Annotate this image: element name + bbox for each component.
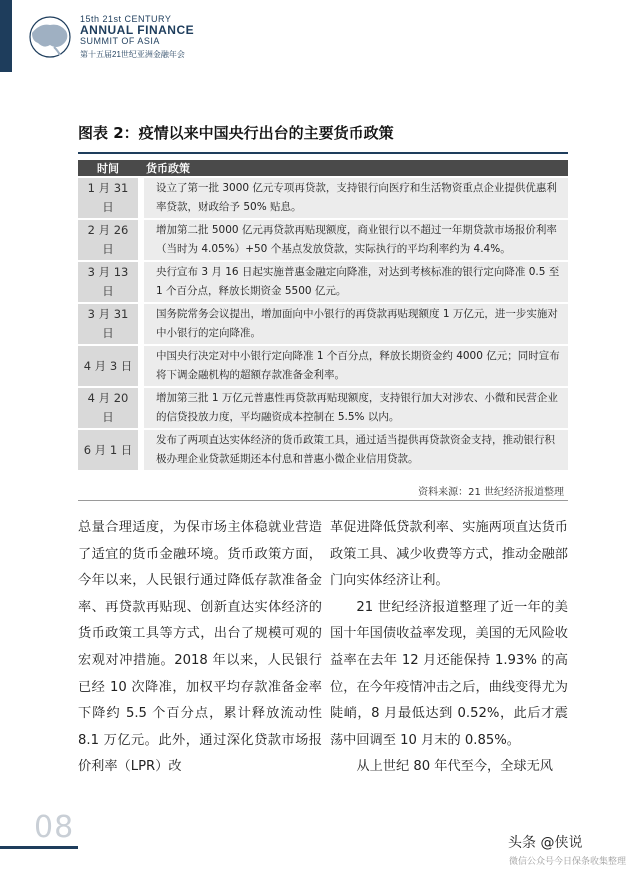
table-row — [78, 178, 568, 218]
body-paragraph: 21 世纪经济报道整理了近一年的美国十年国债收益率发现，美国的无风险收益率在去年 12 月还能保持 1.93% 的高位，在今年疫情冲击之后，曲线变得尤为陡峭，8 月最低达到 0.52%，此后才震荡中回调至 10 月末的 0.85%。 — [330, 599, 568, 748]
table-row — [78, 220, 568, 260]
row-date: 4 月 3 日 — [78, 346, 138, 386]
row-policy: 设立了第一批 3000 亿元专项再贷款，支持银行向医疗和生活物资重点企业提供优惠利率贷款，财政给予 50% 贴息。 — [138, 178, 568, 218]
source-watermark-subtitle: 微信公众号今日保条收集整理 — [508, 857, 626, 867]
table-row — [78, 262, 568, 302]
figure-title-rule — [78, 152, 568, 154]
table-row — [78, 346, 568, 386]
row-policy: 发布了两项直达实体经济的货币政策工具，通过适当提供再贷款资金支持，推动银行积极办理企业贷款延期还本付息和普惠小微企业信用贷款。 — [138, 430, 568, 470]
summit-logo-text — [80, 14, 194, 60]
table-row — [78, 430, 568, 470]
body-paragraph: 革促进降低贷款利率、实施两项直达货币政策工具、减少收费等方式，推动金融部门向实体经济让利。 — [330, 520, 568, 589]
column-header-policy: 货币政策 — [138, 160, 568, 176]
figure-source: 资料来源：21 世纪经济报道整理 — [418, 487, 564, 498]
figure-title: 图表 2：疫情以来中国央行出台的主要货币政策 — [78, 124, 394, 142]
source-watermark: 头条 @侠说 — [508, 835, 583, 851]
asia-map-icon — [26, 15, 74, 59]
row-date: 4 月 20 日 — [78, 388, 138, 428]
row-policy: 央行宣布 3 月 16 日起实施普惠金融定向降准，对达到考核标准的银行定向降准 0.5 至 1 个百分点，释放长期资金 5500 亿元。 — [138, 262, 568, 302]
footer-accent-rule — [0, 846, 78, 849]
logo-line-1: 15th 21st CENTURY — [80, 14, 172, 24]
row-date: 6 月 1 日 — [78, 430, 138, 470]
table-row — [78, 388, 568, 428]
table-header-row — [78, 160, 568, 176]
body-paragraph: 从上世纪 80 年代至今，全球无风 — [356, 759, 553, 775]
row-policy: 增加第三批 1 万亿元普惠性再贷款再贴现额度，支持银行加大对涉农、小微和民营企业的信贷投放力度，平均融资成本控制在 5.5% 以内。 — [138, 388, 568, 428]
row-policy: 国务院常务会议提出，增加面向中小银行的再贷款再贴现额度 1 万亿元，进一步实施对中小银行的定向降准。 — [138, 304, 568, 344]
row-date: 3 月 31 日 — [78, 304, 138, 344]
header-accent-bar — [0, 0, 12, 72]
page-number: 08 — [34, 810, 75, 845]
body-column-left — [78, 515, 322, 781]
row-policy: 增加第二批 5000 亿元再贷款再贴现额度，商业银行以不超过一年期贷款市场报价利率（当时为 4.05%）+50 个基点发放贷款，实际执行的平均利率约为 4.4%。 — [138, 220, 568, 260]
column-header-date: 时间 — [78, 160, 138, 176]
body-paragraph: 总量合理适度，为保市场主体稳就业营造了适宜的货币金融环境。货币政策方面，今年以来，人民银行通过降低存款准备金率、再贷款再贴现、创新直达实体经济的货币政策工具等方式，出台了规模可观的宏观对冲措施。2018 年以来，人民银行已经 10 次降准，加权平均存款准备金率下降约 5.5 个百分点，累计释放流动性 8.1 万亿元。此外，通过深化贷款市场报价利率（LPR）改 — [78, 520, 322, 775]
row-policy: 中国央行决定对中小银行定向降准 1 个百分点，释放长期资金约 4000 亿元；同时宣布将下调金融机构的超额存款准备金利率。 — [138, 346, 568, 386]
monetary-policy-table — [78, 158, 568, 472]
logo-line-3: SUMMIT OF ASIA — [80, 36, 160, 46]
logo-line-2: ANNUAL FINANCE — [80, 23, 195, 37]
summit-logo — [26, 14, 194, 60]
figure-bottom-rule — [78, 500, 568, 501]
table-row — [78, 304, 568, 344]
row-date: 3 月 13 日 — [78, 262, 138, 302]
row-date: 2 月 26 日 — [78, 220, 138, 260]
row-date: 1 月 31 日 — [78, 178, 138, 218]
logo-line-4: 第十五届21世纪亚洲金融年会 — [80, 50, 185, 59]
body-column-right — [330, 515, 568, 781]
